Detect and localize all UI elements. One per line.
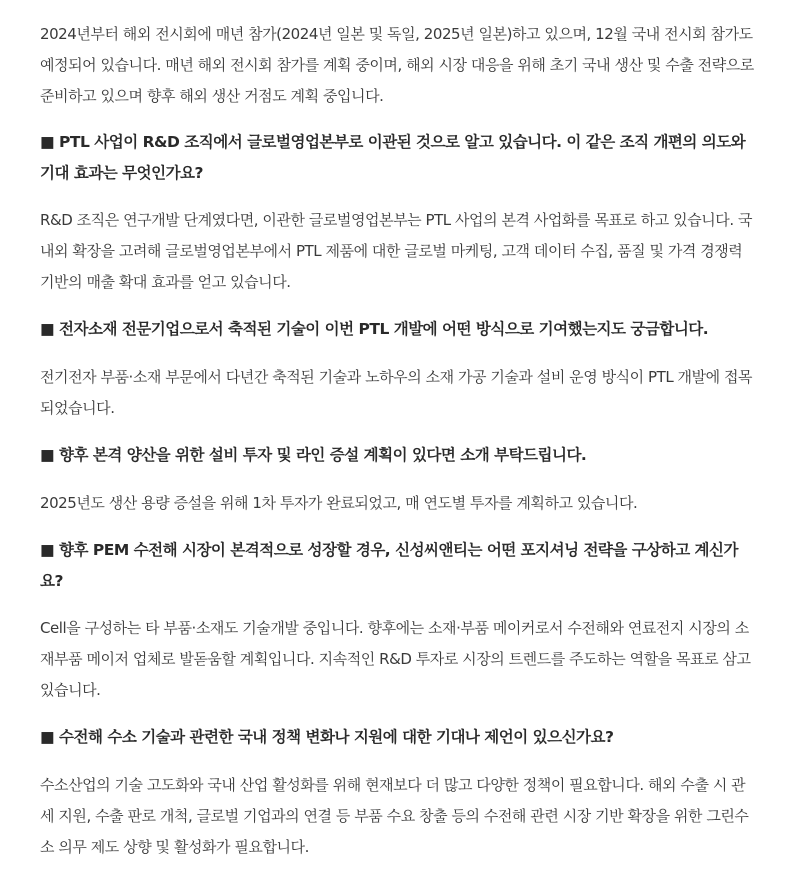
question-positioning-strategy: ■ 향후 PEM 수전해 시장이 본격적으로 성장할 경우, 신성씨앤티는 어떤 포지셔닝 전략을 구상하고 계신가요? [40,541,738,590]
answer-investment-plan: 2025년도 생산 용량 증설을 위해 1차 투자가 완료되었고, 매 연도별 투자를 계획하고 있습니다. [40,494,638,512]
answer-tech-contribution: 전기전자 부품·소재 부문에서 다년간 축적된 기술과 노하우의 소재 가공 기술과 설비 운영 방식이 PTL 개발에 접목되었습니다. [40,368,753,417]
question-investment-plan: ■ 향후 본격 양산을 위한 설비 투자 및 라인 증설 계획이 있다면 소개 부탁드립니다. [40,446,587,464]
question-policy-support: ■ 수전해 수소 기술과 관련한 국내 정책 변화나 지원에 대한 기대나 제언이 있으신가요? [40,728,614,746]
question-tech-contribution: ■ 전자소재 전문기업으로서 축적된 기술이 이번 PTL 개발에 어떤 방식으로 기여했는지도 궁금합니다. [40,320,709,338]
answer-positioning-strategy: Cell을 구성하는 타 부품·소재도 기술개발 중입니다. 향후에는 소재·부품 메이커로서 수전해와 연료전지 시장의 소재부품 메이저 업체로 발돋움할 계획입니다. 지속적인 R&D 투자로 시장의 트렌드를 주도하는 역할을 목표로 삼고 있습니다. [40,619,751,699]
intro-answer: 2024년부터 해외 전시회에 매년 참가(2024년 일본 및 독일, 2025년 일본)하고 있으며, 12월 국내 전시회 참가도 예정되어 있습니다. 매년 해외 전시회 참가를 계획 중이며, 해외 시장 대응을 위해 초기 국내 생산 및 수출 전략으로 준비하고 있으며 향후 해외 생산 거점도 계획 중입니다. [40,25,754,105]
question-org-restructure: ■ PTL 사업이 R&D 조직에서 글로벌영업본부로 이관된 것으로 알고 있습니다. 이 같은 조직 개편의 의도와 기대 효과는 무엇인가요? [40,133,746,182]
answer-policy-support: 수소산업의 기술 고도화와 국내 산업 활성화를 위해 현재보다 더 많고 다양한 정책이 필요합니다. 해외 수출 시 관세 지원, 수출 판로 개척, 글로벌 기업과의 연결 등 부품 수요 창출 등의 수전해 관련 시장 기반 확장을 위한 그린수소 의무 제도 상향 및 활성화가 필요합니다. [40,776,749,856]
answer-org-restructure: R&D 조직은 연구개발 단계였다면, 이관한 글로벌영업본부는 PTL 사업의 본격 사업화를 목표로 하고 있습니다. 국내외 확장을 고려해 글로벌영업본부에서 PTL 제품에 대한 글로벌 마케팅, 고객 데이터 수집, 품질 및 가격 경쟁력 기반의 매출 확대 효과를 얻고 있습니다. [40,211,752,291]
